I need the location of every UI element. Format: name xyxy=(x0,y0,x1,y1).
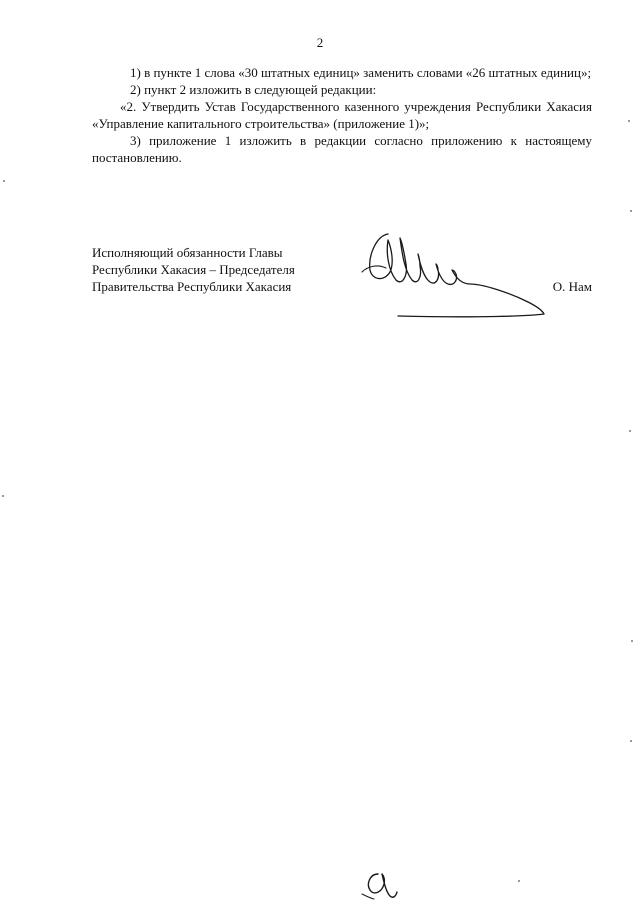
scan-artifact xyxy=(630,210,632,212)
scan-artifact xyxy=(518,880,520,882)
scan-artifact xyxy=(628,120,630,122)
paragraph-item-1: 1) в пункте 1 слова «30 штатных единиц» заменить словами «26 штатных единиц»; xyxy=(130,65,592,80)
paragraph-item-2: 2) пункт 2 изложить в следующей редакции: xyxy=(130,82,377,97)
handwritten-mark xyxy=(360,866,400,902)
scan-artifact xyxy=(631,640,633,642)
signer-name: О. Нам xyxy=(552,279,592,294)
signatory-position xyxy=(92,244,332,295)
paragraph-item-4: 3) приложение 1 изложить в редакции согласно приложению к настоящему постановлению. xyxy=(92,133,592,165)
scan-artifact xyxy=(630,740,632,742)
scan-artifact xyxy=(629,430,631,432)
scan-artifact xyxy=(3,180,5,182)
position-line: Правительства Республики Хакасия xyxy=(92,279,292,294)
paragraph-item-3: «2. Утвердить Устав Государственного казенного учреждения Республики Хакасия «Управление капитального строительства» (приложение 1)»; xyxy=(92,99,592,131)
page-number: 2 xyxy=(316,35,324,50)
position-line: Исполняющий обязанности Главы xyxy=(92,245,283,260)
position-line: Республики Хакасия – Председателя xyxy=(92,262,295,277)
handwritten-signature xyxy=(358,226,553,326)
scan-artifact xyxy=(2,495,4,497)
document-body xyxy=(92,64,592,166)
